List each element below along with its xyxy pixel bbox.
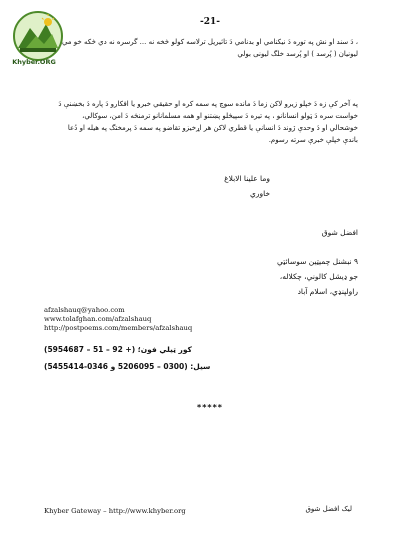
paragraph-1: ، دَ سند او نش په توره دَ نيکنامي او بدنامي دَ تاثيريل ترلاسه کولو څخه نه ... گرسره نه دي څکه خو مي ليونيان ( پُرسد ) او پُرسد خلگ ليونی بولي <box>61 38 358 58</box>
paragraph-2: په آخر کې زه دَ خپلو زيرو لاکن زما دَ مانده سوچ په سمه کره او حقيقي خبرو يا افکارو دَ پاره دَ بخښنې دَ خواست سره دَ ټولو انسانانو ، په تيره دَ سپيڅلو پښتنو او همه مسلمانانو ترمنځه دَ امن، سوکالي، خوشحالي او دَ وحدې ژوند دَ انسانې يا قطري لاکن هر اړخيزو تقاضو په سمه دَ پرمختگ په هيله او دُعا باندې خپلې خبرې سرته رسوم. <box>58 100 358 144</box>
footer-author: ليک افضل شوق <box>305 505 352 513</box>
address-line-3: راولپنډي، اسلام آباد <box>297 287 358 296</box>
contact-links <box>44 306 192 334</box>
home-phone: کور ټيلي فون؛ (+ 92 – 51 – 5954687) <box>44 345 192 354</box>
website-link-1[interactable]: www.tolafghan.com/afzalshauq <box>44 315 152 324</box>
mobile-phone: سيل: (0300 – 5206095 و 0346-5455414) <box>44 362 211 371</box>
website-link-2[interactable]: http://postpoems.com/members/afzalshauq <box>44 324 193 333</box>
footer-site-link[interactable]: Khyber Gateway – http://www.khyber.org <box>44 507 186 515</box>
email-link[interactable]: afzalshauq@yahoo.com <box>44 306 125 314</box>
page-number: -21- <box>200 17 220 27</box>
address-line-2: جو ډيشل کالوني، چکلاله، <box>279 272 358 281</box>
address-line-1: ۹ نبشنل چميټين سوسائټي <box>277 257 358 266</box>
closing-phrase: وما علينا الابلاغ <box>224 174 270 183</box>
signature-name: خاوري <box>249 189 270 198</box>
logo-label: Khyber.ORG <box>12 58 56 66</box>
author-name: افضل شوق <box>321 228 358 237</box>
section-separator: ***** <box>197 403 223 412</box>
